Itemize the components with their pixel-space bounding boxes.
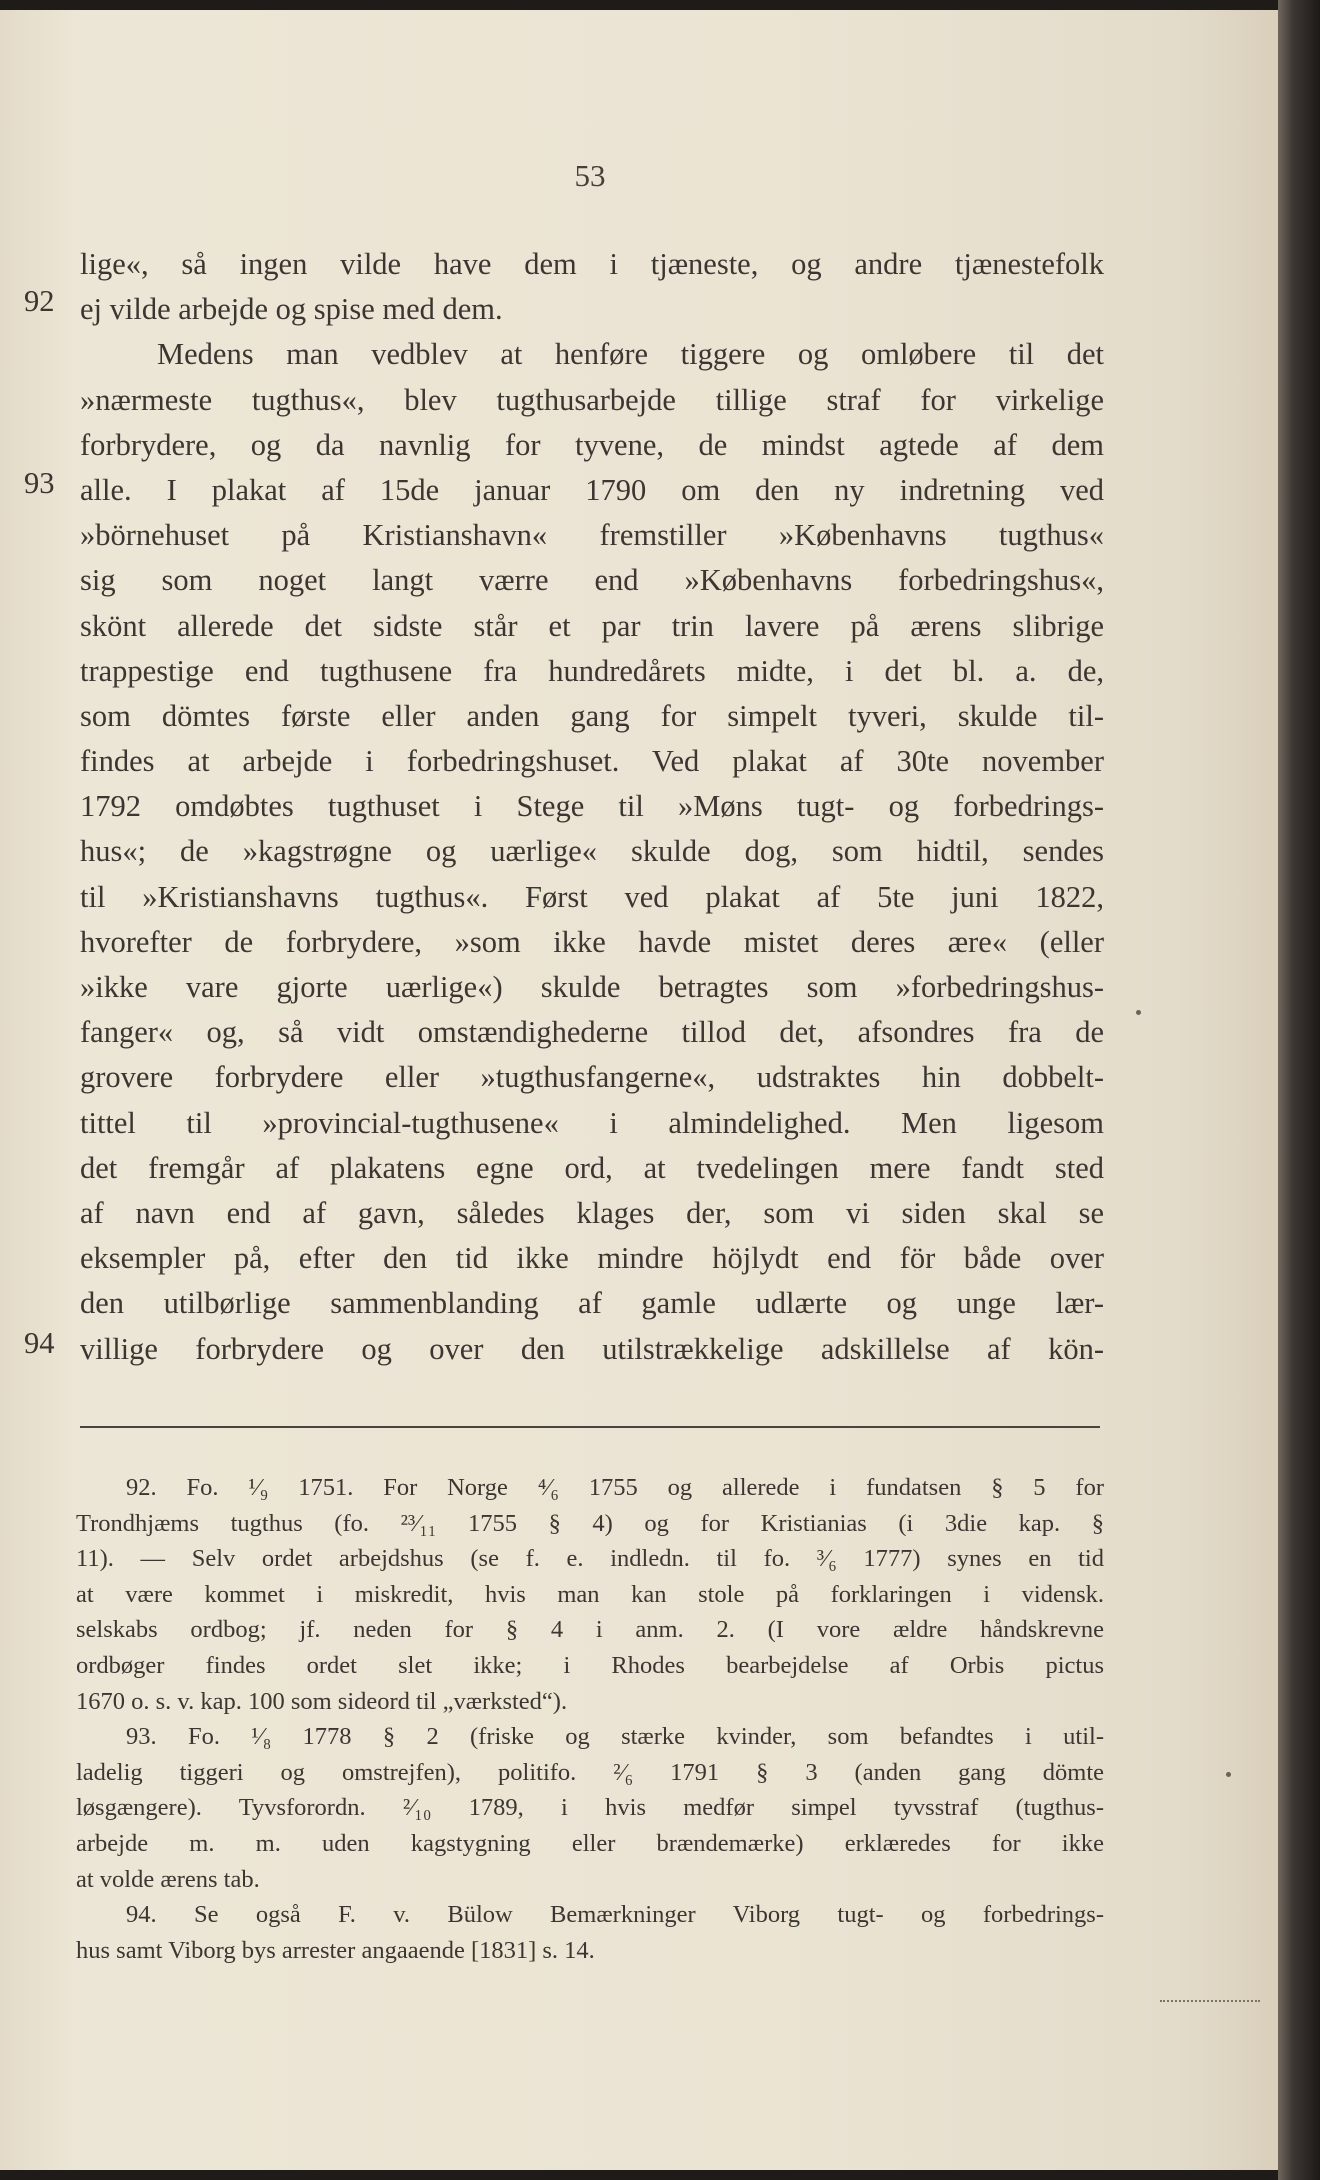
margin-number: 93 bbox=[24, 466, 55, 500]
text-line: til »Kristianshavns tugthus«. Først ved plakat af 5te juni 1822, bbox=[80, 879, 1104, 914]
book-spine bbox=[1278, 0, 1320, 2180]
book-page bbox=[0, 10, 1278, 2170]
text-line: af navn end af gavn, således klages der, som vi siden skal se bbox=[80, 1195, 1104, 1230]
text-line: fanger« og, så vidt omstændighederne tillod det, afsondres fra de bbox=[80, 1015, 1104, 1050]
paper-speck bbox=[1136, 1010, 1141, 1015]
text-line: »börnehuset på Kristianshavn« fremstiller »Københavns tugthus« bbox=[80, 518, 1104, 553]
text-line: hus«; de »kagstrøgne og uærlige« skulde dog, som hidtil, sendes bbox=[80, 834, 1104, 869]
text-line: 1792 omdøbtes tugthuset i Stege til »Møns tugt- og forbedrings- bbox=[80, 789, 1104, 824]
text-line: findes at arbejde i forbedringshuset. Ved plakat af 30te november bbox=[80, 744, 1104, 779]
footnote-rule bbox=[80, 1426, 1100, 1428]
text-line: lige«, så ingen vilde have dem i tjæneste, og andre tjænestefolk bbox=[80, 247, 1104, 281]
text-line: den utilbørlige sammenblanding af gamle udlærte og unge lær- bbox=[80, 1286, 1104, 1321]
footnote-line: 11). — Selv ordet arbejdshus (se f. e. indledn. til fo. ³⁄₆ 1777) synes en tid bbox=[76, 1545, 1104, 1573]
text-line: eksempler på, efter den tid ikke mindre höjlydt end för både over bbox=[80, 1241, 1104, 1276]
text-line: som dömtes første eller anden gang for simpelt tyveri, skulde til- bbox=[80, 698, 1104, 733]
footnote-line: arbejde m. m. uden kagstygning eller brændemærke) erklæredes for ikke bbox=[76, 1829, 1104, 1857]
footnote-line: 1670 o. s. v. kap. 100 som sideord til „værksted“). bbox=[76, 1687, 568, 1715]
text-line: forbrydere, og da navnlig for tyvene, de mindst agtede af dem bbox=[80, 427, 1104, 462]
footnote-line: selskabs ordbog; jf. neden for § 4 i anm. 2. (I vore ældre håndskrevne bbox=[76, 1616, 1104, 1644]
footnote-line: Trondhjæms tugthus (fo. ²³⁄₁₁ 1755 § 4) og for Kristianias (i 3die kap. § bbox=[76, 1509, 1104, 1537]
pencil-mark bbox=[1160, 2000, 1260, 2008]
text-line: hvorefter de forbrydere, »som ikke havde mistet deres ære« (eller bbox=[80, 924, 1104, 959]
footnote-line: at være kommet i miskredit, hvis man kan stole på forklaringen i vidensk. bbox=[76, 1580, 1104, 1608]
footnotes bbox=[76, 1470, 1104, 1968]
text-line: trappestige end tugthusene fra hundredårets midte, i det bl. a. de, bbox=[80, 653, 1104, 688]
text-line: ej vilde arbejde og spise med dem. bbox=[80, 292, 503, 327]
footnote-line: løsgængere). Tyvsforordn. ²⁄₁₀ 1789, i hvis medfør simpel tyvsstraf (tugthus- bbox=[76, 1794, 1104, 1822]
page-number: 53 bbox=[574, 158, 606, 193]
footnote-line: at volde ærens tab. bbox=[76, 1865, 260, 1893]
footnote-line: 93. Fo. ¹⁄₈ 1778 § 2 (friske og stærke kvinder, som befandtes i util- bbox=[126, 1723, 1104, 1751]
footnote-line: hus samt Viborg bys arrester angaaende [1831] s. 14. bbox=[76, 1936, 595, 1964]
text-line: »nærmeste tugthus«, blev tugthusarbejde tillige straf for virkelige bbox=[80, 382, 1104, 417]
margin-number: 92 bbox=[24, 284, 55, 318]
text-line: det fremgår af plakatens egne ord, at tvedelingen mere fandt sted bbox=[80, 1150, 1104, 1185]
text-line: tittel til »provincial-tugthusene« i almindelighed. Men ligesom bbox=[80, 1105, 1104, 1140]
text-line: sig som noget langt værre end »Københavns forbedringshus«, bbox=[80, 563, 1104, 598]
footnote-line: 92. Fo. ¹⁄₉ 1751. For Norge ⁴⁄₆ 1755 og allerede i fundatsen § 5 for bbox=[126, 1474, 1104, 1501]
footnote-line: ordbøger findes ordet slet ikke; i Rhodes bearbejdelse af Orbis pictus bbox=[76, 1651, 1104, 1679]
text-line: Medens man vedblev at henføre tiggere og omløbere til det bbox=[157, 337, 1104, 372]
footnote-line: 94. Se også F. v. Bülow Bemærkninger Viborg tugt- og forbedrings- bbox=[126, 1901, 1104, 1929]
margin-number: 94 bbox=[24, 1326, 55, 1360]
text-line: alle. I plakat af 15de januar 1790 om den ny indretning ved bbox=[80, 472, 1104, 507]
text-line: villige forbrydere og over den utilstrækkelige adskillelse af kön- bbox=[80, 1331, 1104, 1366]
paper-speck bbox=[1226, 1772, 1231, 1777]
text-line: »ikke vare gjorte uærlige«) skulde betragtes som »forbedringshus- bbox=[80, 970, 1104, 1004]
text-line: skönt allerede det sidste står et par trin lavere på ærens slibrige bbox=[80, 608, 1104, 643]
footnote-line: ladelig tiggeri og omstrejfen), politifo. ²⁄₆ 1791 § 3 (anden gang dömte bbox=[76, 1758, 1104, 1786]
body-text bbox=[80, 242, 1104, 1372]
text-line: grovere forbrydere eller »tugthusfangerne«, udstraktes hin dobbelt- bbox=[80, 1060, 1104, 1095]
